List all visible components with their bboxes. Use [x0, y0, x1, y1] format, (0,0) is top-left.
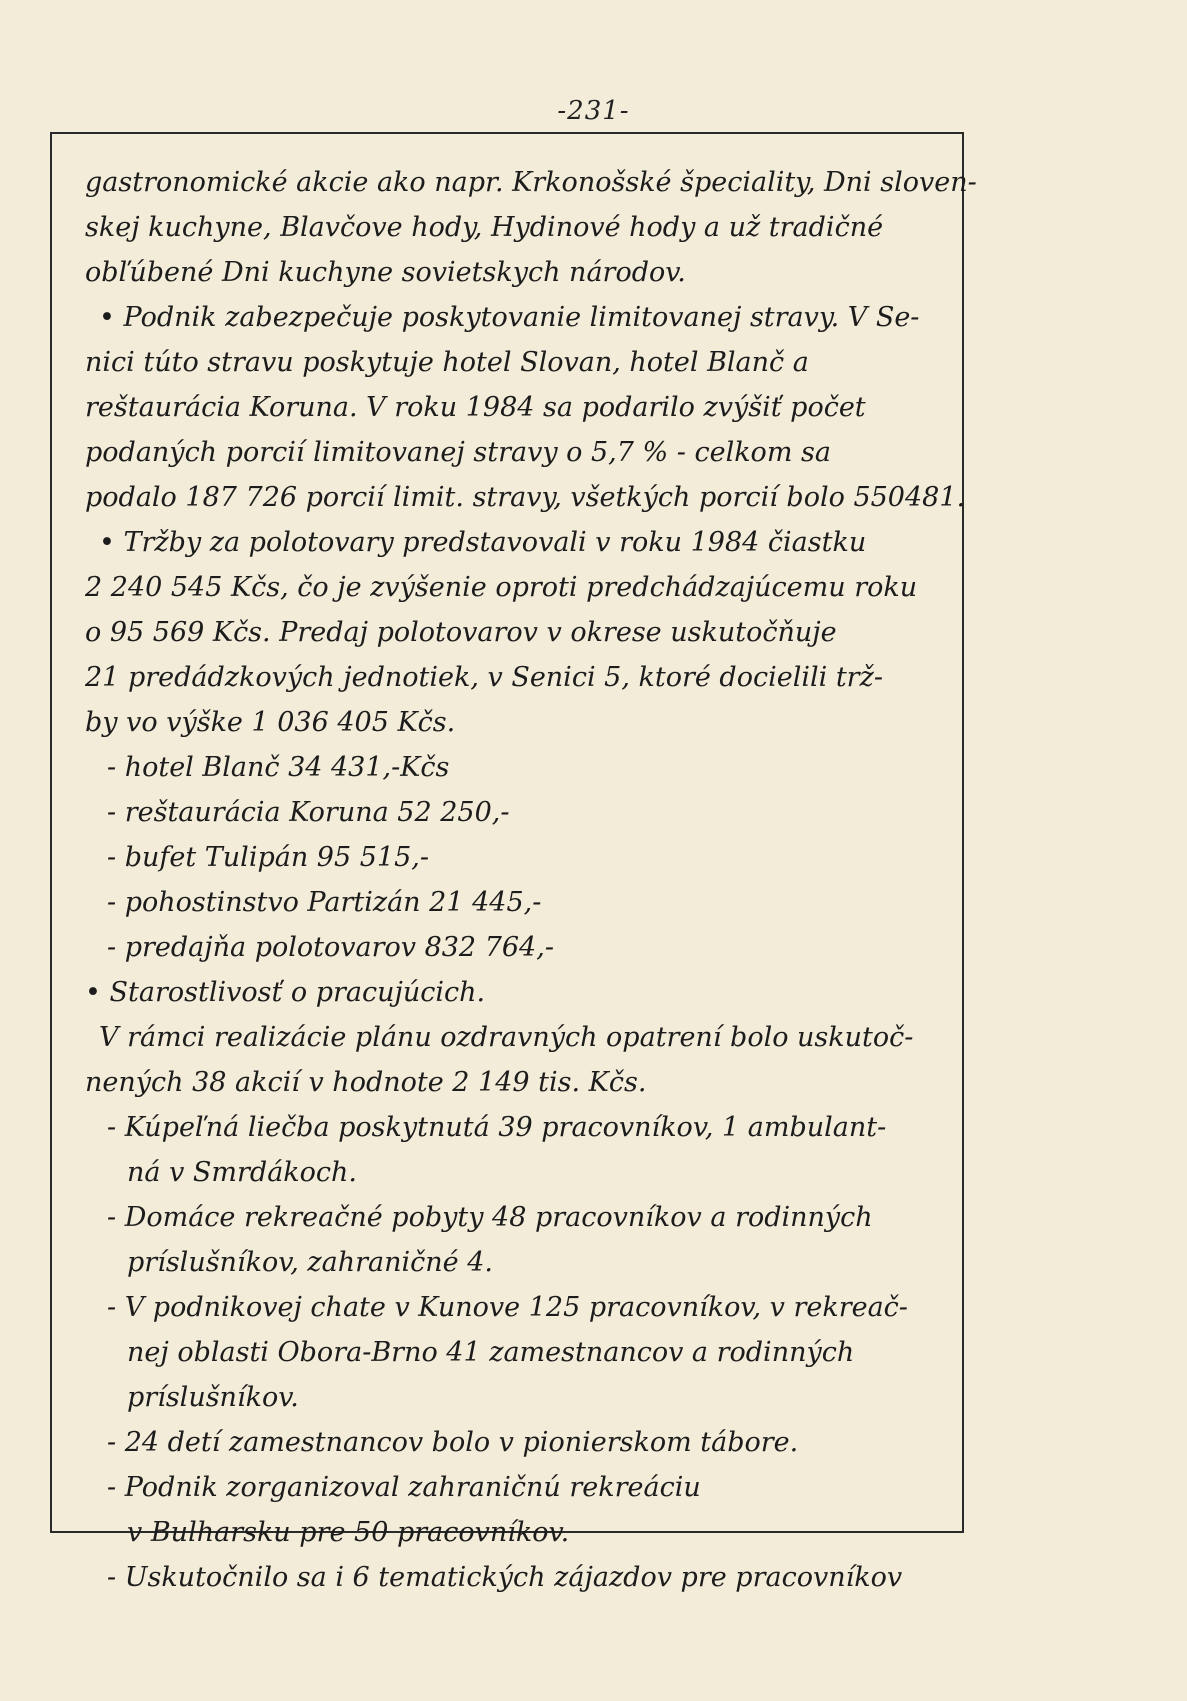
text-line: príslušníkov, zahraničné 4.: [127, 1247, 493, 1278]
text-line: nej oblasti Obora-Brno 41 zamestnancov a rodinných: [127, 1337, 855, 1368]
text-line: skej kuchyne, Blavčove hody, Hydinové hody a už tradičné: [85, 212, 884, 243]
text-line: gastronomické akcie ako napr. Krkonošské špeciality, Dni sloven-: [85, 167, 977, 198]
text-line: by vo výške 1 036 405 Kčs.: [85, 707, 456, 738]
page-number: -231-: [557, 96, 630, 126]
text-line: v Bulharsku pre 50 pracovníkov.: [127, 1517, 570, 1548]
handwritten-text-body: [85, 160, 977, 1600]
list-item: - reštaurácia Koruna 52 250,-: [107, 797, 510, 828]
text-line: reštaurácia Koruna. V roku 1984 sa podarilo zvýšiť počet: [85, 392, 866, 423]
text-line: nici túto stravu poskytuje hotel Slovan, hotel Blanč a: [85, 347, 809, 378]
text-line: 2 240 545 Kčs, čo je zvýšenie oproti predchádzajúcemu roku: [85, 572, 918, 603]
section-heading: • Starostlivosť o pracujúcich.: [85, 977, 486, 1008]
list-item: - Podnik zorganizoval zahraničnú rekreáciu: [107, 1472, 701, 1503]
list-item: - 24 detí zamestnancov bolo v pionierskom tábore.: [107, 1427, 799, 1458]
list-item: - Kúpeľná liečba poskytnutá 39 pracovníkov, 1 ambulant-: [107, 1112, 887, 1143]
text-line: podaných porcií limitovanej stravy o 5,7 % - celkom sa: [85, 437, 831, 468]
text-line: ná v Smrdákoch.: [127, 1157, 358, 1188]
text-line: podalo 187 726 porcií limit. stravy, všetkých porcií bolo 550481.: [85, 482, 966, 513]
text-line: V rámci realizácie plánu ozdravných opatrení bolo uskutoč-: [99, 1022, 914, 1053]
list-item: - predajňa polotovarov 832 764,-: [107, 932, 554, 963]
text-line: • Tržby za polotovary predstavovali v roku 1984 čiastku: [99, 527, 867, 558]
text-line: o 95 569 Kčs. Predaj polotovarov v okrese uskutočňuje: [85, 617, 837, 648]
list-item: - Uskutočnilo sa i 6 tematických zájazdov pre pracovníkov: [107, 1562, 903, 1593]
list-item: - bufet Tulipán 95 515,-: [107, 842, 429, 873]
list-item: - hotel Blanč 34 431,-Kčs: [107, 752, 450, 783]
list-item: - pohostinstvo Partizán 21 445,-: [107, 887, 542, 918]
text-line: nených 38 akcií v hodnote 2 149 tis. Kčs.: [85, 1067, 647, 1098]
list-item: - V podnikovej chate v Kunove 125 pracovníkov, v rekreač-: [107, 1292, 908, 1323]
text-line: • Podnik zabezpečuje poskytovanie limitovanej stravy. V Se-: [99, 302, 920, 333]
text-line: príslušníkov.: [127, 1382, 299, 1413]
text-line: obľúbené Dni kuchyne sovietskych národov.: [85, 257, 686, 288]
list-item: - Domáce rekreačné pobyty 48 pracovníkov a rodinných: [107, 1202, 873, 1233]
text-line: 21 predádzkových jednotiek, v Senici 5, ktoré docielili trž-: [85, 662, 883, 693]
